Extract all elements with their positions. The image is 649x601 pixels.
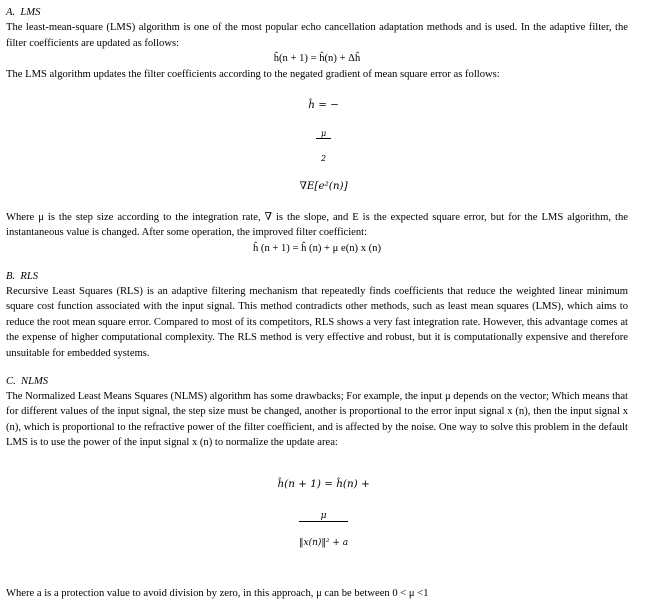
section-c-paragraph-2: Where a is a protection value to avoid division by zero, in this approach, μ can be between 0 < μ <1: [6, 587, 429, 599]
document-page: [6, 5, 628, 601]
equation-4-left: ĥ(n + 1) = ĥ(n) +: [277, 477, 370, 490]
equation-4: [6, 451, 628, 586]
equation-2-numerator: μ: [316, 130, 331, 139]
equation-2-left: ĥ = −: [308, 98, 339, 111]
section-a-paragraph-3: Where μ is the step size according to the integration rate, ∇ is the slope, and E is the expected square error, but for the LMS algorithm, the instantaneous value is changed. After some operation, the improved filter coefficient:: [6, 211, 628, 239]
equation-2-denominator: 2: [321, 153, 327, 163]
section-c-paragraph-1: The Normalized Least Means Squares (NLMS) algorithm has some drawbacks; For example, the input μ depends on the vector; Which means that for different values of the input signal, the step size must be changed, another is proportional to the error input signal x (n), then the input signal x (n), which is proportional to the refractive power of the filter coefficient, and is affected by the noise. One way to solve this problem in the default LMS is to use the power of the input signal x (n) to normalize the update area:: [6, 390, 628, 449]
section-a-heading: A. LMS: [6, 7, 41, 18]
section-b-heading: B. RLS: [6, 270, 39, 282]
equation-3: ĥ (n + 1) = ĥ (n) + μ e(n) x (n): [252, 242, 382, 254]
equation-4-denominator: ‖x(n)‖² + a: [299, 537, 349, 548]
equation-4-numerator: μ: [299, 511, 348, 522]
section-c-heading: C. NLMS: [6, 375, 49, 387]
equation-2: [6, 82, 628, 209]
equation-2-right: ∇E[e²(n)]: [299, 179, 348, 192]
section-a-paragraph-2: The LMS algorithm updates the filter coefficients according to the negated gradient of mean square error as follows:: [6, 68, 500, 80]
equation-4-fraction: [299, 495, 348, 564]
equation-1: ĥ(n + 1) = ĥ(n) + Δĥ: [273, 53, 361, 65]
section-b-paragraph-1: Recursive Least Squares (RLS) is an adaptive filtering mechanism that repeatedly finds coefficients that reduce the weighted linear minimum square cost function associated with the input signal. This method contradicts other methods, such as least mean squares (LMS), which aims to reduce the root mean square error. Compared to most of its competitors, RLS shows a very fast integration rate. However, this advantage comes at the expense of higher computational complexity. The RLS method is very effective and robust, but it is computationally expensive and therefore unsuitable for embedded systems.: [6, 285, 628, 359]
equation-2-fraction: [316, 114, 331, 179]
section-a-paragraph-1: The least-mean-square (LMS) algorithm is one of the most popular echo cancellation adaptation methods and is used. In the adaptive filter, the filter coefficients are updated as follows:: [6, 22, 628, 49]
